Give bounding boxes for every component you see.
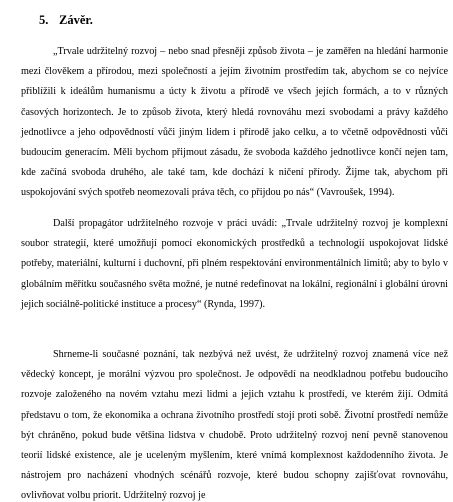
paragraph-summary: Shrneme-li současné poznání, tak nezbývá než uvést, že udržitelný rozvoj znamená více než vědecký koncept, je morální výzvou pro společnost. Je odpovědí na neodkladnou potřebu budoucího rozvoje založeného na novém vztahu mezi lidmi a jejich vztahu k prostředí, ve kterém žijí. Odmítá představu o tom, že ekonomika a ochrana životního prostředí stojí proti sobě. Životní prostředí nemůže být chráněno, pokud bude většina lidstva v chudobě. Proto udržitelný rozvoj není pevně stanovenou teorií lidské existence, ale je uceleným myšlením, které vnímá komplexnost každodenního života. Je nástrojem pro nacházení vhodných scénářů rozvoje, které budou schopny zajišťovat rovnováhu, ovlivňovat volbu priorit. Udržitelný rozvoj je	[21, 349, 448, 502]
paragraph-quote-rynda: Další propagátor udržitelného rozvoje v práci uvádí: „Trvale udržitelný rozvoj je komplexní soubor strategií, které umožňují pomocí ekonomických prostředků a technologií uspokojovat lidské potřeby, materiální, kulturní i duchovní, při plném respektování environmentálních limitů; aby to bylo v globálním měřítku současného světa možné, je nutné redefinovat na lokální, regionální i globální úrovni jejich sociálně-politické instituce a procesy“ (Rynda, 1997).	[21, 218, 448, 310]
section-title: Závěr.	[59, 13, 93, 27]
section-heading	[39, 13, 93, 28]
section-number: 5.	[39, 13, 49, 27]
paragraph-quote-vavrousek: „Trvale udržitelný rozvoj – nebo snad přesněji způsob života – je zaměřen na hledání harmonie mezi člověkem a přírodou, mezi společností a jejím životním prostředím tak, abychom se co nejvíce přiblížili k ideálům humanismu a úcty k životu a přírodě ve všech jejích formách, a to v různých časových horizontech. Je to způsob života, který hledá rovnováhu mezi svobodami a právy každého jednotlivce a jeho odpovědností vůči jiným lidem i přírodě jako celku, a to včetně odpovědnosti vůči budoucím generacím. Měli bychom přijmout zásadu, že svoboda každého jednotlivce končí nejen tam, kde začíná svoboda druhého, ale také tam, kde dochází k ničení přírody. Žijme tak, abychom při uspokojování svých spotřeb neomezovali práva těch, co přijdou po nás“ (Vavroušek, 1994).	[21, 46, 448, 199]
